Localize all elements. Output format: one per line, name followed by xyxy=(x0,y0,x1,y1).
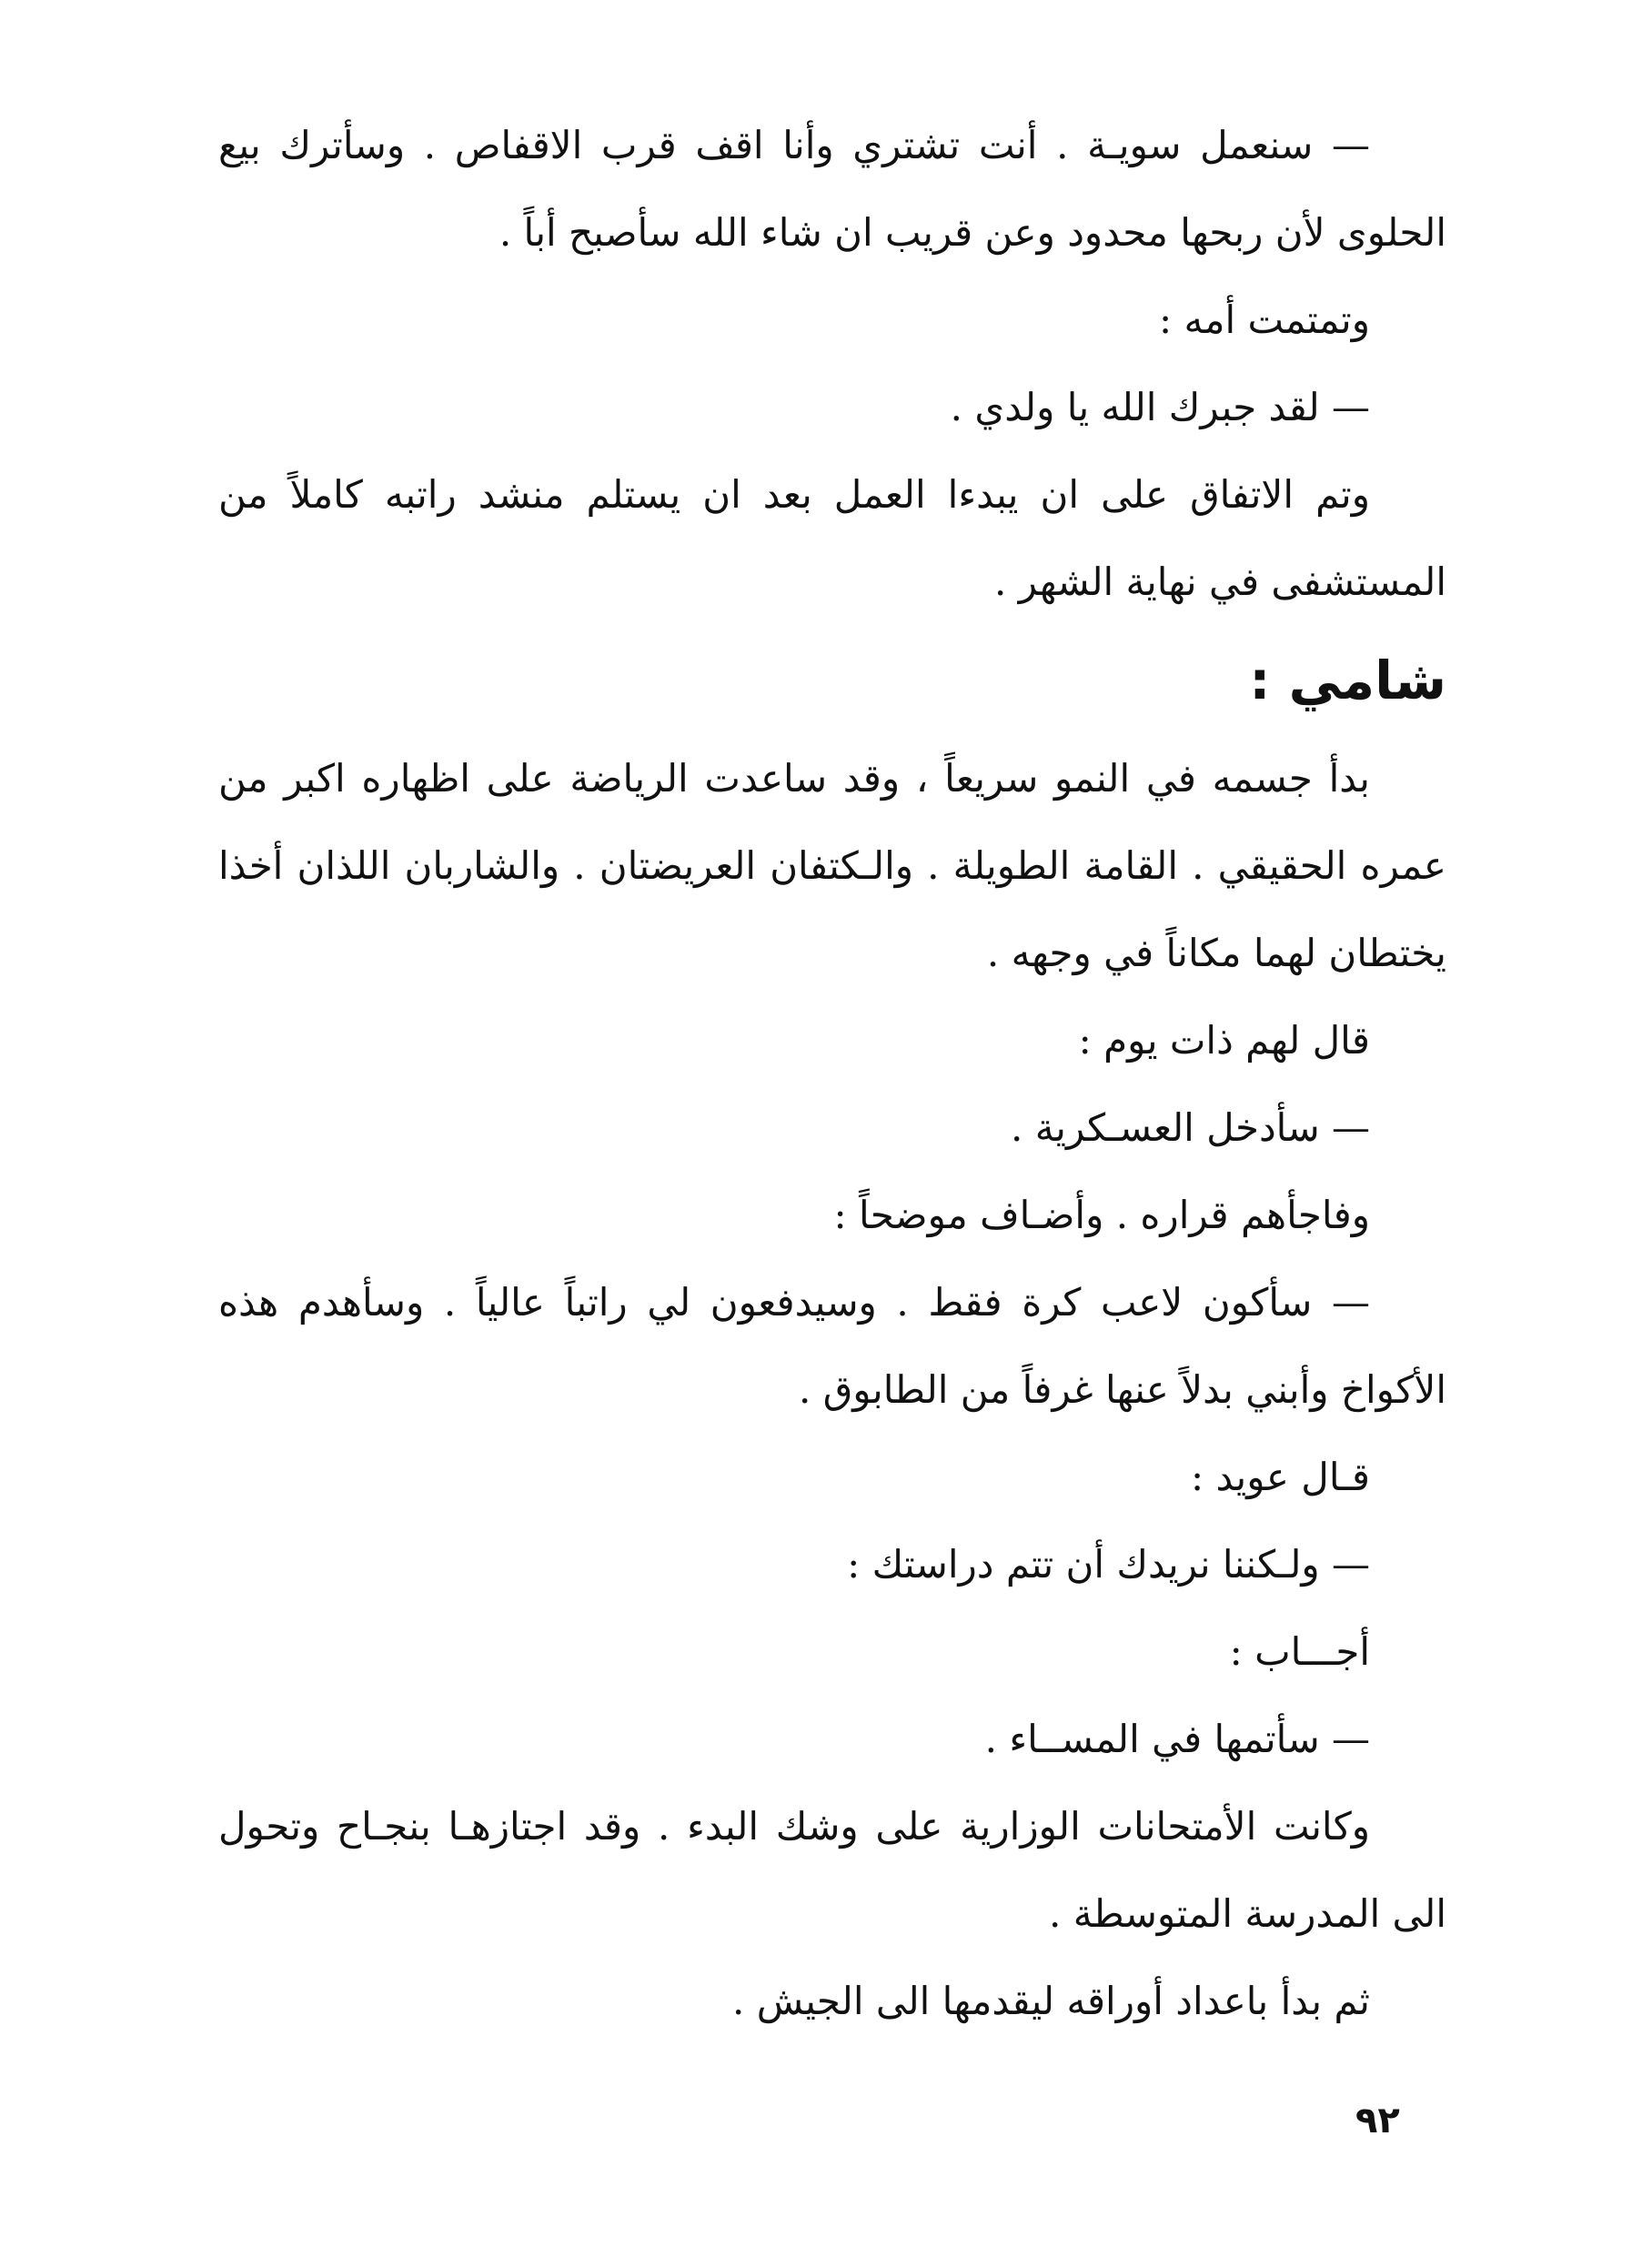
paragraph: — لقد جبرك الله يا ولدي . xyxy=(950,385,1370,429)
paragraph: أجـــاب : xyxy=(1229,1629,1370,1674)
paragraph: وفاجأهم قراره . وأضـاف موضحاً : xyxy=(833,1193,1370,1237)
paragraph: ثم بدأ باعداد أوراقه ليقدمها الى الجيش . xyxy=(732,1979,1370,2023)
page-number: ٩٢ xyxy=(1355,2100,1400,2141)
paragraph: وكانت الأمتحانات الوزارية على وشك البدء . وقد اجتازهـا بنجـاح وتحول الى المدرسة المتوسطة . xyxy=(218,1804,1446,1936)
paragraph: — سأتمها في المســاء . xyxy=(984,1717,1370,1761)
paragraph: وتمتمت أمه : xyxy=(1159,297,1370,342)
paragraph: — سأكون لاعب كرة فقط . وسيدفعون لي راتباً عالياً . وسأهدم هذه الأكواخ وأبني بدلاً عنها غرفاً من الطابوق . xyxy=(218,1280,1446,1412)
paragraph: — سأدخل العسـكرية . xyxy=(1011,1105,1370,1150)
section-heading: شامي : xyxy=(1249,650,1446,711)
paragraph: — سنعمل سويـة . أنت تشتري وأنا اقف قرب الاقفاص . وسأترك بيع الحلوى لأن ربحها محدود وعن قريب ان شاء الله سأصبح أباً . xyxy=(218,123,1446,255)
paragraph: قـال عويد : xyxy=(1190,1455,1370,1499)
paragraph: — ولـكننا نريدك أن تتم دراستك : xyxy=(847,1542,1370,1587)
page-text xyxy=(218,102,1446,2045)
paragraph: قال لهم ذات يوم : xyxy=(1078,1018,1370,1063)
paragraph: بدأ جسمه في النمو سريعاً ، وقد ساعدت الرياضة على اظهاره اكبر من عمره الحقيقي . القامة الطويلة . والـكتفان العريضتان . والشاربان اللذان أخذا يختطان لهما مكاناً في وجهه . xyxy=(218,756,1446,975)
paragraph: وتم الاتفاق على ان يبدءا العمل بعد ان يستلم منشد راتبه كاملاً من المستشفى في نهاية الشهر . xyxy=(218,472,1446,604)
